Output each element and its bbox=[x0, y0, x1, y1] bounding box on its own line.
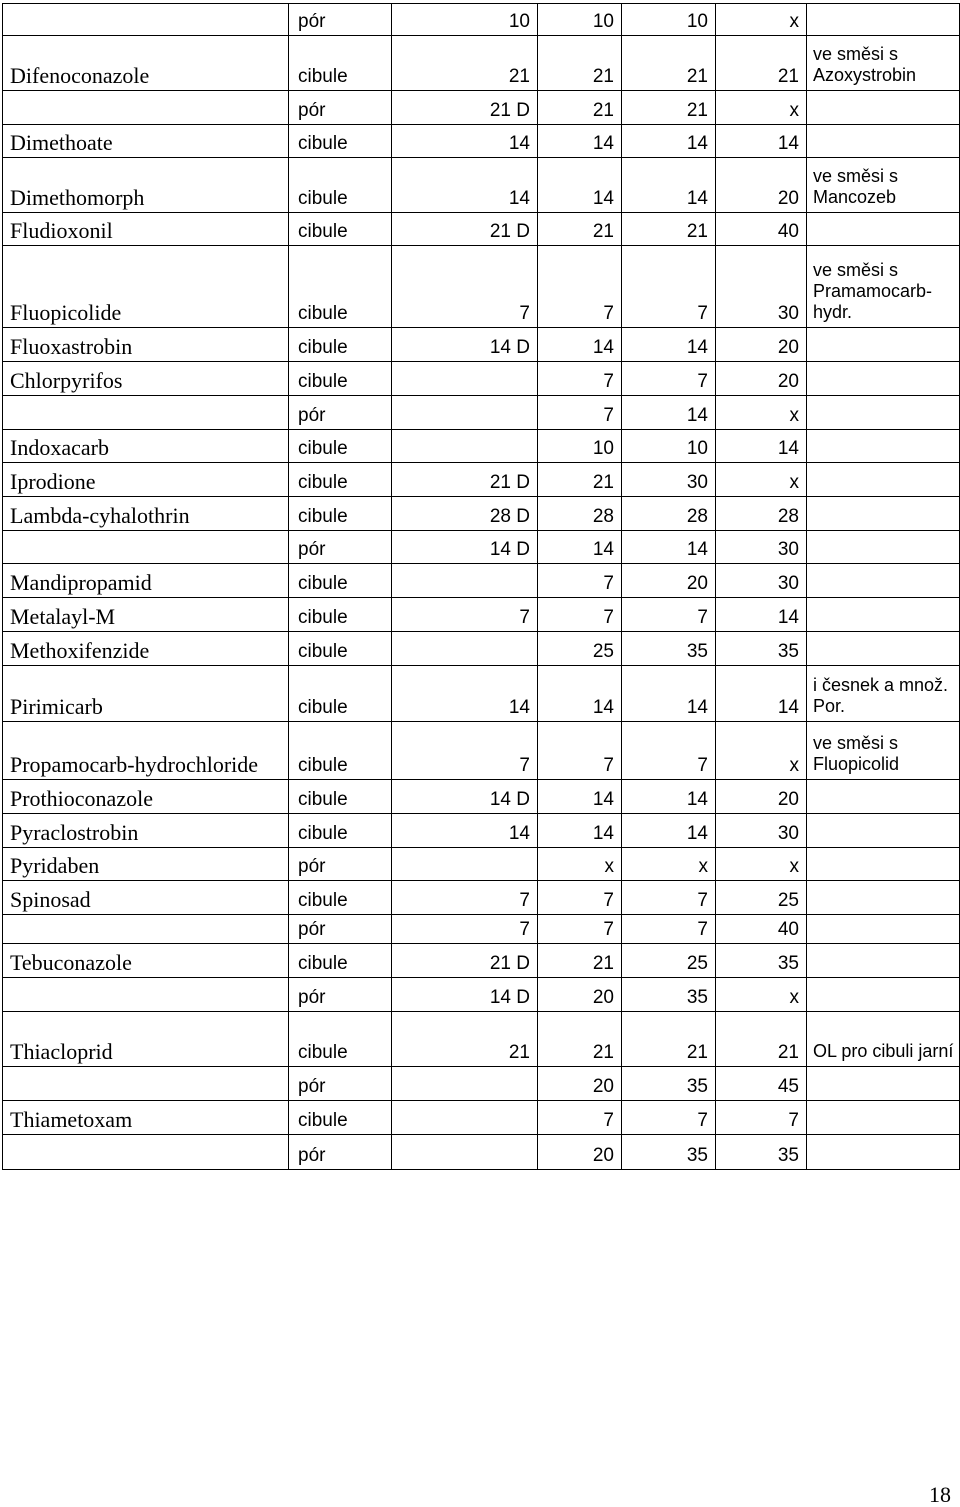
value-cell-2: 21 bbox=[538, 944, 622, 978]
substance-name: Thiametoxam bbox=[3, 1101, 289, 1135]
substance-name bbox=[3, 531, 289, 564]
value-cell-3: 14 bbox=[622, 531, 716, 564]
value-cell-1: 21 bbox=[392, 36, 538, 91]
value-cell-1 bbox=[392, 564, 538, 598]
value-cell-2: 28 bbox=[538, 497, 622, 531]
table-row bbox=[3, 4, 960, 36]
value-cell-1: 14 bbox=[392, 158, 538, 213]
value-cell-1: 7 bbox=[392, 722, 538, 780]
value-cell-3: 28 bbox=[622, 497, 716, 531]
value-cell-3: 35 bbox=[622, 978, 716, 1012]
note-cell bbox=[807, 780, 960, 814]
substance-name: Difenoconazole bbox=[3, 36, 289, 91]
note-cell bbox=[807, 814, 960, 848]
value-cell-3: 7 bbox=[622, 915, 716, 944]
table-row bbox=[3, 915, 960, 944]
substance-name: Pyridaben bbox=[3, 848, 289, 881]
value-cell-3: 10 bbox=[622, 430, 716, 463]
value-cell-3: 35 bbox=[622, 1135, 716, 1170]
value-cell-3: 20 bbox=[622, 564, 716, 598]
value-cell-2: 7 bbox=[538, 598, 622, 632]
value-cell-2: 25 bbox=[538, 632, 622, 666]
crop-name: pór bbox=[289, 1067, 392, 1101]
value-cell-2: 14 bbox=[538, 158, 622, 213]
value-cell-4: 30 bbox=[716, 564, 807, 598]
value-cell-4: 30 bbox=[716, 531, 807, 564]
table-row bbox=[3, 1012, 960, 1067]
note-cell bbox=[807, 915, 960, 944]
value-cell-2: 14 bbox=[538, 814, 622, 848]
note-cell bbox=[807, 978, 960, 1012]
substance-name bbox=[3, 396, 289, 430]
note-cell bbox=[807, 396, 960, 430]
value-cell-2: 21 bbox=[538, 1012, 622, 1067]
substance-name: Lambda-cyhalothrin bbox=[3, 497, 289, 531]
note-cell bbox=[807, 944, 960, 978]
substance-name: Iprodione bbox=[3, 463, 289, 497]
value-cell-1: 14 D bbox=[392, 328, 538, 362]
substance-name: Dimethomorph bbox=[3, 158, 289, 213]
table-row bbox=[3, 213, 960, 246]
value-cell-3: 7 bbox=[622, 362, 716, 396]
table-row bbox=[3, 848, 960, 881]
table-row bbox=[3, 598, 960, 632]
value-cell-3: 10 bbox=[622, 4, 716, 36]
value-cell-3: 7 bbox=[622, 246, 716, 328]
crop-name: cibule bbox=[289, 780, 392, 814]
value-cell-1 bbox=[392, 396, 538, 430]
crop-name: cibule bbox=[289, 564, 392, 598]
substance-name: Propamocarb-hydrochloride bbox=[3, 722, 289, 780]
table-row bbox=[3, 328, 960, 362]
note-cell bbox=[807, 463, 960, 497]
value-cell-4: x bbox=[716, 978, 807, 1012]
crop-name: cibule bbox=[289, 881, 392, 915]
value-cell-3: 21 bbox=[622, 213, 716, 246]
table-row bbox=[3, 666, 960, 722]
value-cell-2: 7 bbox=[538, 362, 622, 396]
value-cell-2: 10 bbox=[538, 430, 622, 463]
value-cell-2: 21 bbox=[538, 36, 622, 91]
note-cell bbox=[807, 430, 960, 463]
value-cell-1 bbox=[392, 1101, 538, 1135]
table-row bbox=[3, 1101, 960, 1135]
value-cell-4: 20 bbox=[716, 780, 807, 814]
crop-name: cibule bbox=[289, 722, 392, 780]
table-row bbox=[3, 1067, 960, 1101]
value-cell-4: x bbox=[716, 396, 807, 430]
value-cell-1: 14 D bbox=[392, 780, 538, 814]
crop-name: cibule bbox=[289, 430, 392, 463]
table-row bbox=[3, 497, 960, 531]
value-cell-2: 14 bbox=[538, 666, 622, 722]
note-cell: i česnek a množ. Por. bbox=[807, 666, 960, 722]
value-cell-4: 7 bbox=[716, 1101, 807, 1135]
table-row bbox=[3, 881, 960, 915]
substance-name: Indoxacarb bbox=[3, 430, 289, 463]
page-number: 18 bbox=[929, 1482, 951, 1507]
substance-name: Chlorpyrifos bbox=[3, 362, 289, 396]
value-cell-3: 14 bbox=[622, 125, 716, 158]
crop-name: cibule bbox=[289, 125, 392, 158]
value-cell-4: 14 bbox=[716, 598, 807, 632]
substance-name bbox=[3, 4, 289, 36]
value-cell-3: 14 bbox=[622, 814, 716, 848]
note-cell bbox=[807, 328, 960, 362]
substance-name bbox=[3, 978, 289, 1012]
value-cell-2: 7 bbox=[538, 246, 622, 328]
value-cell-2: 7 bbox=[538, 881, 622, 915]
note-cell bbox=[807, 1067, 960, 1101]
value-cell-2: x bbox=[538, 848, 622, 881]
value-cell-4: 14 bbox=[716, 666, 807, 722]
substance-name: Spinosad bbox=[3, 881, 289, 915]
substance-name: Fluoxastrobin bbox=[3, 328, 289, 362]
substance-name: Methoxifenzide bbox=[3, 632, 289, 666]
value-cell-4: 40 bbox=[716, 213, 807, 246]
substance-name bbox=[3, 1067, 289, 1101]
crop-name: pór bbox=[289, 396, 392, 430]
value-cell-4: 30 bbox=[716, 246, 807, 328]
table-body bbox=[3, 4, 960, 1170]
note-cell bbox=[807, 362, 960, 396]
value-cell-3: 14 bbox=[622, 328, 716, 362]
crop-name: cibule bbox=[289, 497, 392, 531]
value-cell-2: 14 bbox=[538, 780, 622, 814]
value-cell-1 bbox=[392, 1067, 538, 1101]
note-cell bbox=[807, 213, 960, 246]
table-row bbox=[3, 463, 960, 497]
value-cell-1 bbox=[392, 848, 538, 881]
substance-name bbox=[3, 915, 289, 944]
substance-name: Pirimicarb bbox=[3, 666, 289, 722]
table-row bbox=[3, 531, 960, 564]
crop-name: cibule bbox=[289, 814, 392, 848]
note-cell bbox=[807, 497, 960, 531]
note-cell: ve směsi s Mancozeb bbox=[807, 158, 960, 213]
substance-name: Tebuconazole bbox=[3, 944, 289, 978]
value-cell-1: 21 D bbox=[392, 91, 538, 125]
value-cell-4: x bbox=[716, 463, 807, 497]
value-cell-4: 35 bbox=[716, 632, 807, 666]
note-cell bbox=[807, 598, 960, 632]
substance-name: Dimethoate bbox=[3, 125, 289, 158]
crop-name: cibule bbox=[289, 158, 392, 213]
crop-name: cibule bbox=[289, 1101, 392, 1135]
table-row bbox=[3, 564, 960, 598]
crop-name: cibule bbox=[289, 36, 392, 91]
crop-name: pór bbox=[289, 4, 392, 36]
value-cell-1 bbox=[392, 632, 538, 666]
value-cell-4: 35 bbox=[716, 1135, 807, 1170]
value-cell-1: 14 D bbox=[392, 531, 538, 564]
value-cell-4: 25 bbox=[716, 881, 807, 915]
value-cell-3: 7 bbox=[622, 598, 716, 632]
table-row bbox=[3, 36, 960, 91]
value-cell-1: 21 D bbox=[392, 213, 538, 246]
crop-name: cibule bbox=[289, 598, 392, 632]
crop-name: cibule bbox=[289, 328, 392, 362]
note-cell bbox=[807, 125, 960, 158]
value-cell-3: 7 bbox=[622, 722, 716, 780]
crop-name: cibule bbox=[289, 944, 392, 978]
note-cell bbox=[807, 91, 960, 125]
table-row bbox=[3, 125, 960, 158]
value-cell-4: 28 bbox=[716, 497, 807, 531]
value-cell-3: 14 bbox=[622, 666, 716, 722]
value-cell-3: 35 bbox=[622, 632, 716, 666]
value-cell-4: x bbox=[716, 4, 807, 36]
note-cell bbox=[807, 632, 960, 666]
value-cell-1 bbox=[392, 430, 538, 463]
substance-name: Prothioconazole bbox=[3, 780, 289, 814]
note-cell bbox=[807, 1135, 960, 1170]
substance-name: Fludioxonil bbox=[3, 213, 289, 246]
crop-name: cibule bbox=[289, 246, 392, 328]
crop-name: cibule bbox=[289, 362, 392, 396]
value-cell-2: 7 bbox=[538, 1101, 622, 1135]
value-cell-3: x bbox=[622, 848, 716, 881]
value-cell-4: 14 bbox=[716, 125, 807, 158]
note-cell: OL pro cibuli jarní bbox=[807, 1012, 960, 1067]
value-cell-1: 7 bbox=[392, 915, 538, 944]
value-cell-4: 21 bbox=[716, 1012, 807, 1067]
value-cell-4: 20 bbox=[716, 158, 807, 213]
substance-name: Fluopicolide bbox=[3, 246, 289, 328]
table-row bbox=[3, 362, 960, 396]
value-cell-1: 10 bbox=[392, 4, 538, 36]
note-cell bbox=[807, 848, 960, 881]
value-cell-2: 21 bbox=[538, 91, 622, 125]
value-cell-4: x bbox=[716, 848, 807, 881]
value-cell-4: 21 bbox=[716, 36, 807, 91]
value-cell-1 bbox=[392, 1135, 538, 1170]
value-cell-2: 20 bbox=[538, 978, 622, 1012]
value-cell-3: 7 bbox=[622, 881, 716, 915]
crop-name: cibule bbox=[289, 632, 392, 666]
table-row bbox=[3, 944, 960, 978]
value-cell-3: 7 bbox=[622, 1101, 716, 1135]
pesticide-residue-table bbox=[2, 3, 960, 1170]
crop-name: cibule bbox=[289, 213, 392, 246]
value-cell-2: 21 bbox=[538, 213, 622, 246]
value-cell-3: 30 bbox=[622, 463, 716, 497]
crop-name: pór bbox=[289, 848, 392, 881]
table-row bbox=[3, 430, 960, 463]
value-cell-1: 14 D bbox=[392, 978, 538, 1012]
table-row bbox=[3, 246, 960, 328]
value-cell-3: 21 bbox=[622, 36, 716, 91]
substance-name: Mandipropamid bbox=[3, 564, 289, 598]
value-cell-2: 14 bbox=[538, 531, 622, 564]
value-cell-2: 7 bbox=[538, 915, 622, 944]
value-cell-4: x bbox=[716, 722, 807, 780]
value-cell-3: 25 bbox=[622, 944, 716, 978]
table-row bbox=[3, 780, 960, 814]
substance-name bbox=[3, 91, 289, 125]
value-cell-1: 21 D bbox=[392, 463, 538, 497]
value-cell-1: 14 bbox=[392, 814, 538, 848]
value-cell-1: 7 bbox=[392, 246, 538, 328]
crop-name: pór bbox=[289, 531, 392, 564]
substance-name bbox=[3, 1135, 289, 1170]
value-cell-4: 30 bbox=[716, 814, 807, 848]
crop-name: pór bbox=[289, 915, 392, 944]
substance-name: Thiacloprid bbox=[3, 1012, 289, 1067]
value-cell-3: 14 bbox=[622, 396, 716, 430]
table-row bbox=[3, 632, 960, 666]
value-cell-3: 14 bbox=[622, 780, 716, 814]
table-row bbox=[3, 91, 960, 125]
value-cell-4: x bbox=[716, 91, 807, 125]
table-row bbox=[3, 978, 960, 1012]
value-cell-3: 21 bbox=[622, 1012, 716, 1067]
note-cell bbox=[807, 531, 960, 564]
note-cell: ve směsi s Fluopicolid bbox=[807, 722, 960, 780]
value-cell-2: 7 bbox=[538, 564, 622, 598]
value-cell-4: 14 bbox=[716, 430, 807, 463]
value-cell-3: 14 bbox=[622, 158, 716, 213]
note-cell bbox=[807, 564, 960, 598]
value-cell-1: 14 bbox=[392, 666, 538, 722]
value-cell-1: 7 bbox=[392, 598, 538, 632]
value-cell-3: 35 bbox=[622, 1067, 716, 1101]
table-row bbox=[3, 1135, 960, 1170]
value-cell-4: 20 bbox=[716, 362, 807, 396]
value-cell-2: 20 bbox=[538, 1135, 622, 1170]
value-cell-2: 14 bbox=[538, 328, 622, 362]
table-row bbox=[3, 722, 960, 780]
value-cell-1: 14 bbox=[392, 125, 538, 158]
value-cell-4: 45 bbox=[716, 1067, 807, 1101]
value-cell-1: 21 D bbox=[392, 944, 538, 978]
note-cell bbox=[807, 881, 960, 915]
value-cell-4: 35 bbox=[716, 944, 807, 978]
value-cell-1: 21 bbox=[392, 1012, 538, 1067]
value-cell-4: 40 bbox=[716, 915, 807, 944]
crop-name: cibule bbox=[289, 666, 392, 722]
value-cell-2: 21 bbox=[538, 463, 622, 497]
value-cell-4: 20 bbox=[716, 328, 807, 362]
table-row bbox=[3, 158, 960, 213]
crop-name: cibule bbox=[289, 463, 392, 497]
substance-name: Metalayl-M bbox=[3, 598, 289, 632]
value-cell-2: 10 bbox=[538, 4, 622, 36]
value-cell-2: 14 bbox=[538, 125, 622, 158]
table-row bbox=[3, 396, 960, 430]
crop-name: pór bbox=[289, 1135, 392, 1170]
substance-name: Pyraclostrobin bbox=[3, 814, 289, 848]
value-cell-2: 7 bbox=[538, 722, 622, 780]
value-cell-2: 20 bbox=[538, 1067, 622, 1101]
note-cell bbox=[807, 1101, 960, 1135]
value-cell-1: 7 bbox=[392, 881, 538, 915]
note-cell: ve směsi s Pramamocarb-hydr. bbox=[807, 246, 960, 328]
note-cell bbox=[807, 4, 960, 36]
crop-name: cibule bbox=[289, 1012, 392, 1067]
table-row bbox=[3, 814, 960, 848]
value-cell-3: 21 bbox=[622, 91, 716, 125]
value-cell-2: 7 bbox=[538, 396, 622, 430]
value-cell-1: 28 D bbox=[392, 497, 538, 531]
value-cell-1 bbox=[392, 362, 538, 396]
note-cell: ve směsi s Azoxystrobin bbox=[807, 36, 960, 91]
crop-name: pór bbox=[289, 91, 392, 125]
crop-name: pór bbox=[289, 978, 392, 1012]
